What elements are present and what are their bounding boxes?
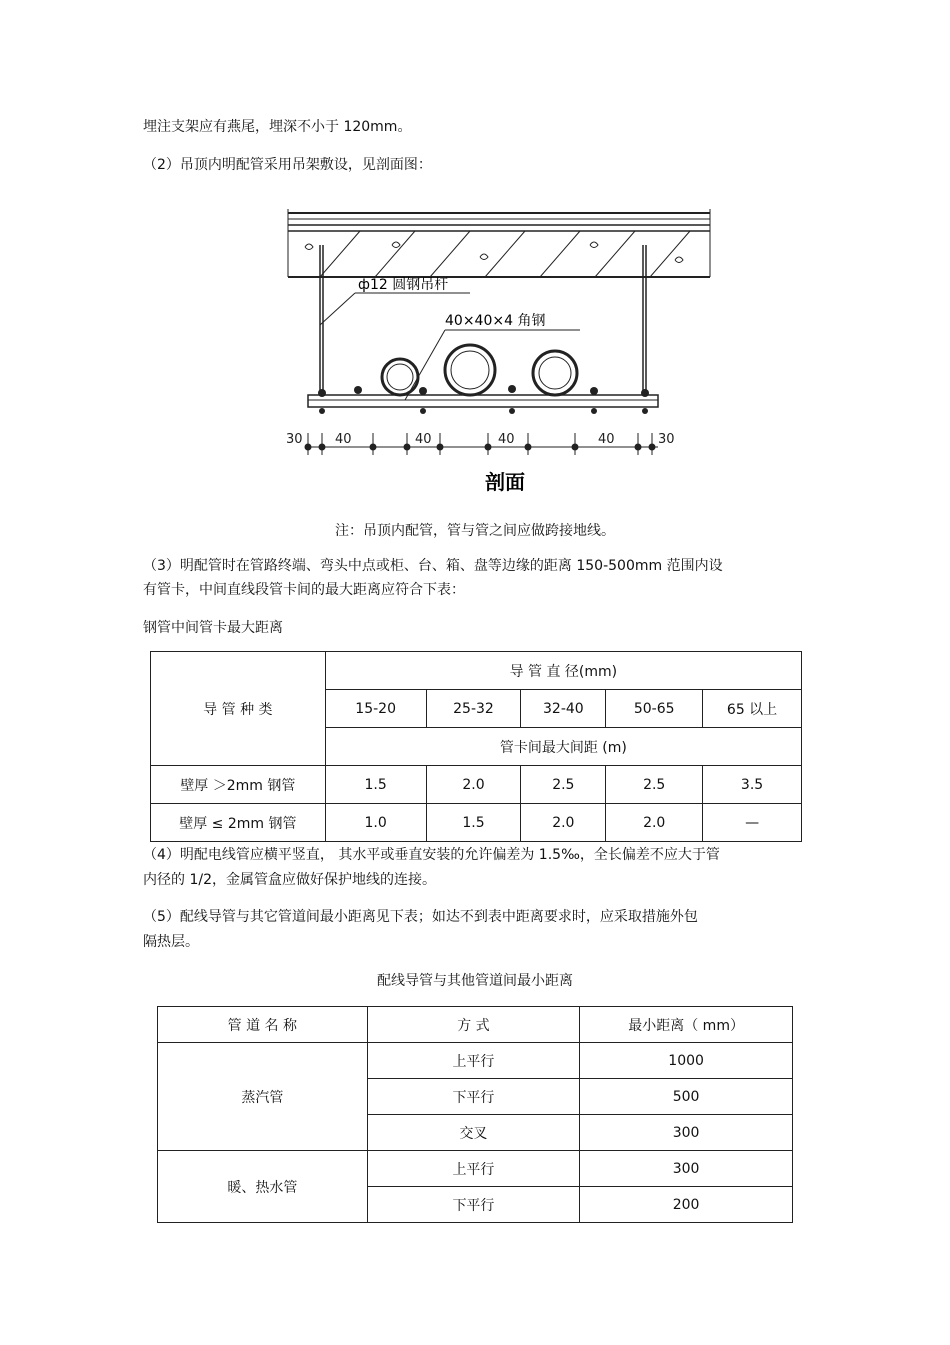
header-pipe-type: 导 管 种 类 (151, 652, 326, 766)
header-diameter: 导 管 直 径(mm) (325, 652, 801, 690)
mode-cell: 下平行 (367, 1187, 580, 1223)
distance-cell: 300 (580, 1115, 793, 1151)
table-cell: 1.0 (325, 804, 426, 842)
mode-cell: 交叉 (367, 1115, 580, 1151)
distance-cell: 300 (580, 1151, 793, 1187)
mode-cell: 下平行 (367, 1079, 580, 1115)
paragraph-1: 埋注支架应有燕尾，埋深不小于 120mm。 (143, 119, 412, 135)
row-label: 壁厚 ＞2mm 钢管 (151, 766, 326, 804)
figure-note: 注：吊顶内配管，管与管之间应做跨接地线。 (335, 523, 615, 539)
dim-label: 30 (286, 432, 303, 447)
table-row (151, 766, 802, 804)
paragraph-4-line-1: （4）明配电线管应横平竖直， 其水平或垂直安装的允许偏差为 1.5‰，全长偏差不应大于管 (143, 847, 720, 863)
distance-cell: 200 (580, 1187, 793, 1223)
table-row (151, 804, 802, 842)
header-mode: 方 式 (367, 1007, 580, 1043)
dim-label: 40 (498, 432, 515, 447)
angle-steel (308, 395, 658, 407)
diameter-col: 65 以上 (703, 690, 802, 728)
table-cell: 2.5 (606, 766, 703, 804)
table-cell: 2.0 (426, 766, 521, 804)
section-drawing (280, 205, 720, 505)
table-cell: 2.0 (606, 804, 703, 842)
diameter-col: 15-20 (325, 690, 426, 728)
diameter-col: 32-40 (521, 690, 606, 728)
table-cell: 3.5 (703, 766, 802, 804)
table-cell: — (703, 804, 802, 842)
pipe-distance-table (157, 1006, 793, 1223)
row-label: 壁厚 ≤ 2mm 钢管 (151, 804, 326, 842)
table-cell: 2.5 (521, 766, 606, 804)
distance-cell: 500 (580, 1079, 793, 1115)
distance-cell: 1000 (580, 1043, 793, 1079)
group-name: 蒸汽管 (158, 1043, 368, 1151)
table-cell: 1.5 (325, 766, 426, 804)
figure-caption: 剖面 (485, 470, 525, 494)
dim-label: 40 (415, 432, 432, 447)
table-row (158, 1151, 793, 1187)
dim-label: 30 (658, 432, 675, 447)
mode-cell: 上平行 (367, 1151, 580, 1187)
angle-steel-label: 40×40×4 角钢 (445, 313, 546, 329)
table-cell: 1.5 (426, 804, 521, 842)
table-2-caption: 配线导管与其他管道间最小距离 (377, 973, 573, 989)
paragraph-3-line-2: 有管卡，中间直线段管卡间的最大距离应符合下表： (143, 582, 465, 598)
group-name: 暖、热水管 (158, 1151, 368, 1223)
pipe-clamp-table (150, 651, 802, 842)
diameter-col: 25-32 (426, 690, 521, 728)
table-1-caption: 钢管中间管卡最大距离 (143, 620, 283, 636)
paragraph-4-line-2: 内径的 1/2，金属管盒应做好保护地线的连接。 (143, 872, 436, 888)
mode-cell: 上平行 (367, 1043, 580, 1079)
paragraph-3-line-1: （3）明配管时在管路终端、弯头中点或柜、台、箱、盘等边缘的距离 150-500mm 范围内设 (143, 558, 723, 574)
table-row (158, 1043, 793, 1079)
header-max-distance: 管卡间最大间距 (m) (325, 728, 801, 766)
conduit-pipes (382, 345, 577, 395)
dim-label: 40 (598, 432, 615, 447)
paragraph-2: （2）吊顶内明配管采用吊架敷设，见剖面图： (143, 157, 432, 173)
table-cell: 2.0 (521, 804, 606, 842)
paragraph-5-line-2: 隔热层。 (143, 934, 199, 950)
header-pipe-name: 管 道 名 称 (158, 1007, 368, 1043)
header-min-distance: 最小距离（ mm） (580, 1007, 793, 1043)
paragraph-5-line-1: （5）配线导管与其它管道间最小距离见下表；如达不到表中距离要求时，应采取措施外包 (143, 909, 698, 925)
rod-label: ф12 圆钢吊杆 (358, 277, 449, 293)
diameter-col: 50-65 (606, 690, 703, 728)
dim-label: 40 (335, 432, 352, 447)
